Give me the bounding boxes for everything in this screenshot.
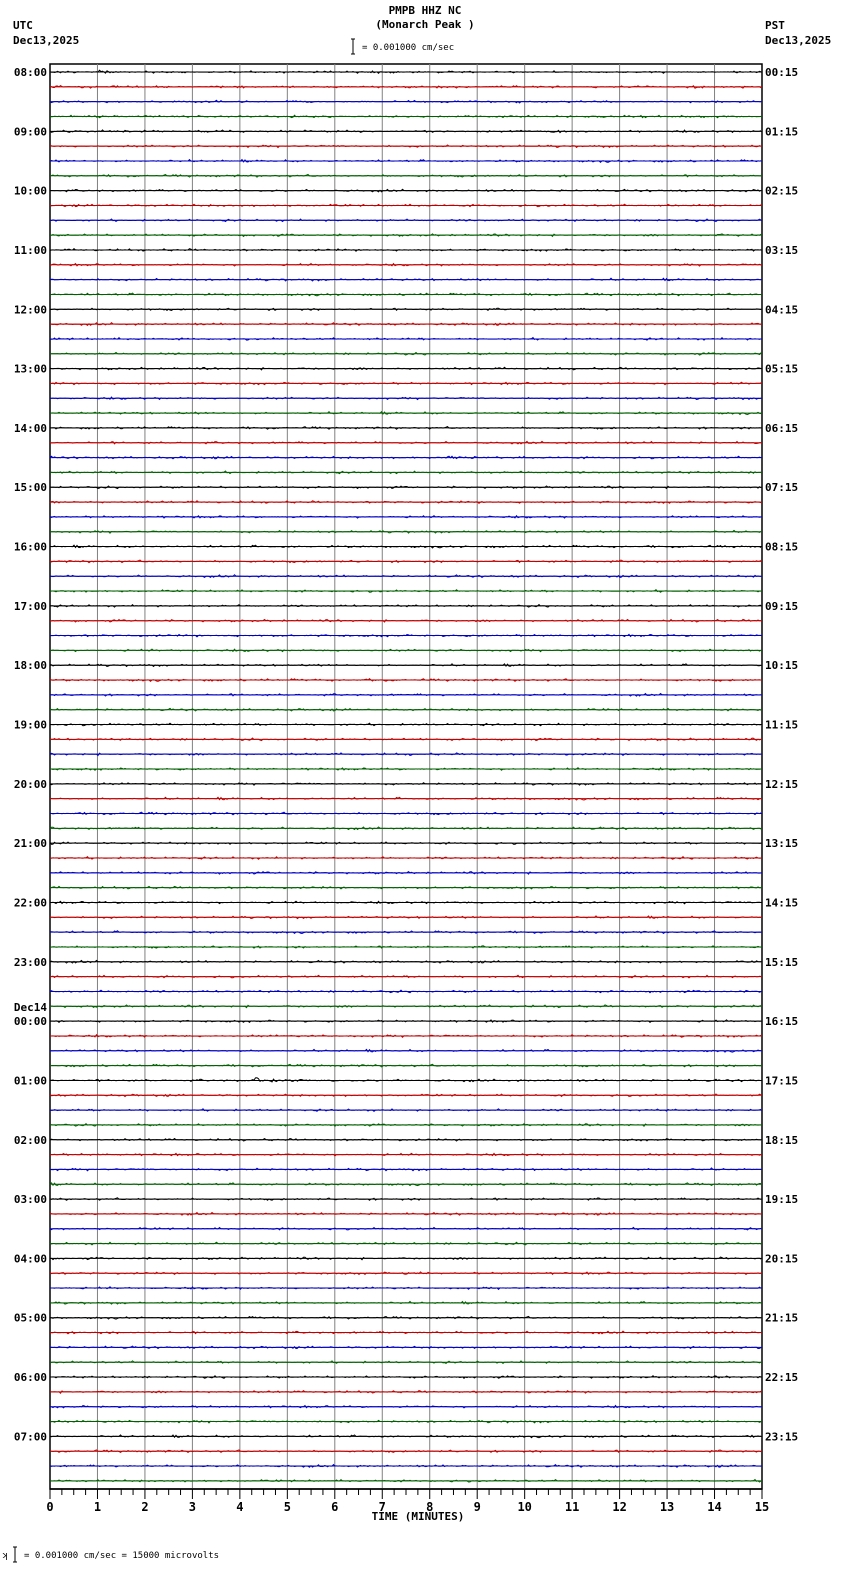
station-location: (Monarch Peak ) — [375, 18, 475, 31]
trace-line — [50, 1078, 761, 1082]
x-tick-label: 7 — [378, 1500, 386, 1514]
pst-hour-label: 04:15 — [765, 303, 799, 317]
trace-line — [50, 619, 761, 622]
pst-hour-label: 21:15 — [765, 1311, 799, 1325]
pst-hour-label: 06:15 — [765, 421, 799, 435]
trace-line — [50, 219, 761, 222]
x-tick-label: 4 — [236, 1500, 244, 1514]
utc-hour-label: 23:00 — [13, 955, 47, 969]
trace-line — [50, 115, 761, 118]
trace-line — [50, 338, 761, 341]
trace-line — [50, 1198, 761, 1201]
trace-line — [50, 723, 761, 726]
x-tick-label: 3 — [188, 1500, 197, 1514]
utc-hour-label: 05:00 — [13, 1311, 47, 1325]
trace-line — [50, 293, 761, 296]
pst-hour-label: 18:15 — [765, 1133, 799, 1147]
right-date: Dec13,2025 — [765, 34, 832, 47]
trace-line — [50, 738, 761, 741]
utc-hour-label: 01:00 — [13, 1074, 47, 1088]
trace-line — [50, 1242, 761, 1245]
trace-line — [50, 264, 761, 267]
trace-line — [50, 175, 761, 178]
x-tick-label: 12 — [612, 1500, 627, 1514]
left-timezone: UTC — [13, 19, 33, 32]
trace-line — [50, 590, 761, 593]
trace-line — [50, 530, 761, 533]
utc-hour-labels — [14, 66, 47, 1443]
pst-hour-label: 10:15 — [765, 659, 799, 673]
trace-line — [50, 857, 761, 860]
x-tick-label: 15 — [754, 1500, 770, 1514]
trace-line — [50, 1168, 761, 1171]
utc-hour-label: 07:00 — [13, 1430, 47, 1444]
trace-line — [50, 872, 761, 875]
x-tick-label: 9 — [473, 1500, 481, 1514]
trace-line — [50, 545, 761, 548]
x-tick-label: 8 — [426, 1500, 434, 1514]
pst-hour-label: 05:15 — [765, 362, 799, 376]
pst-hour-label: 16:15 — [765, 1015, 799, 1029]
right-timezone: PST — [765, 19, 785, 32]
trace-line — [50, 456, 761, 459]
trace-line — [50, 412, 761, 415]
trace-line — [50, 960, 761, 963]
trace-line — [50, 1435, 761, 1438]
trace-line — [50, 1480, 761, 1483]
trace-line — [50, 234, 761, 237]
trace-line — [50, 1406, 761, 1408]
pst-hour-label: 20:15 — [765, 1252, 799, 1266]
trace-line — [50, 1257, 761, 1260]
utc-hour-label: 11:00 — [13, 243, 47, 257]
trace-line — [50, 1450, 761, 1453]
utc-hour-label: 19:00 — [13, 718, 47, 732]
pst-hour-label: 02:15 — [765, 184, 799, 198]
utc-hour-label: 03:00 — [13, 1193, 47, 1207]
trace-line — [50, 1465, 761, 1468]
x-tick-label: 13 — [659, 1500, 675, 1514]
trace-line — [50, 1109, 761, 1112]
trace-line — [50, 664, 761, 667]
trace-line — [50, 100, 761, 103]
trace-line — [50, 560, 761, 563]
pst-hour-label: 00:15 — [765, 66, 799, 79]
pst-hour-label: 11:15 — [765, 718, 799, 732]
trace-line — [50, 516, 761, 518]
utc-hour-label: 00:00 — [13, 1015, 47, 1029]
trace-line — [50, 1005, 761, 1008]
minute-grid — [97, 64, 714, 1489]
x-tick-label: 10 — [517, 1500, 532, 1514]
trace-line — [50, 1153, 761, 1155]
trace-line — [50, 1183, 761, 1186]
pst-hour-label: 08:15 — [765, 540, 799, 554]
utc-date-label: Dec14 — [13, 1001, 47, 1015]
trace-line — [50, 249, 761, 252]
x-tick-label: 6 — [331, 1500, 339, 1514]
utc-hour-label: 18:00 — [13, 659, 47, 673]
trace-line — [50, 441, 761, 444]
trace-line — [50, 1124, 761, 1127]
traces — [50, 70, 762, 1482]
pst-hour-label: 22:15 — [765, 1371, 799, 1385]
pst-hour-label: 17:15 — [765, 1074, 799, 1088]
trace-line — [50, 471, 761, 474]
pst-hour-label: 12:15 — [765, 777, 799, 791]
trace-line — [50, 1049, 761, 1052]
utc-hour-label: 14:00 — [13, 421, 47, 435]
utc-hour-label: 22:00 — [13, 896, 47, 910]
trace-line — [50, 827, 761, 830]
trace-line — [50, 975, 761, 978]
plot-frame — [50, 64, 762, 1489]
utc-hour-label: 08:00 — [13, 66, 47, 79]
utc-hour-label: 17:00 — [13, 599, 47, 613]
trace-line — [50, 130, 761, 133]
trace-line — [50, 1346, 761, 1349]
pst-hour-label: 23:15 — [765, 1430, 799, 1444]
pst-hour-label: 09:15 — [765, 599, 799, 613]
trace-line — [50, 649, 761, 652]
utc-hour-label: 12:00 — [13, 303, 47, 317]
pst-hour-label: 14:15 — [765, 896, 799, 910]
trace-line — [50, 70, 761, 73]
utc-hour-label: 21:00 — [13, 837, 47, 851]
trace-line — [50, 1302, 761, 1305]
trace-line — [50, 427, 761, 430]
utc-hour-label: 16:00 — [13, 540, 47, 554]
pst-hour-label: 03:15 — [765, 243, 799, 257]
x-tick-label: 11 — [564, 1500, 580, 1514]
pst-hour-label: 07:15 — [765, 481, 799, 495]
trace-line — [50, 1316, 761, 1319]
trace-line — [50, 783, 761, 786]
utc-hour-label: 04:00 — [13, 1252, 47, 1266]
utc-hour-label: 20:00 — [13, 777, 47, 791]
pst-hour-labels — [765, 66, 798, 1443]
x-axis-title: TIME (MINUTES) — [371, 1510, 465, 1523]
pst-hour-label: 19:15 — [765, 1193, 799, 1207]
trace-line — [50, 1361, 761, 1364]
utc-hour-label: 13:00 — [13, 362, 47, 376]
footer-prefix: ʞ — [2, 1551, 8, 1561]
x-tick-label: 0 — [46, 1500, 54, 1514]
utc-hour-label: 02:00 — [13, 1133, 47, 1147]
utc-hour-label: 09:00 — [13, 125, 47, 139]
footer-scale-text: = 0.001000 cm/sec = 15000 microvolts — [24, 1551, 220, 1561]
trace-line — [50, 797, 761, 800]
trace-line — [50, 1035, 761, 1038]
x-axis — [46, 1489, 769, 1523]
trace-line — [50, 605, 761, 608]
trace-line — [50, 367, 761, 370]
pst-hour-label: 01:15 — [765, 125, 799, 139]
pst-hour-label: 15:15 — [765, 955, 799, 969]
x-tick-label: 14 — [707, 1500, 722, 1514]
x-tick-label: 5 — [283, 1500, 291, 1514]
utc-hour-label: 10:00 — [13, 184, 47, 198]
trace-line — [50, 1287, 761, 1290]
utc-hour-label: 15:00 — [13, 481, 47, 495]
trace-line — [50, 189, 761, 192]
trace-line — [50, 575, 761, 578]
footer-scale-bar-icon — [11, 1546, 21, 1564]
x-tick-label: 2 — [141, 1500, 149, 1514]
pst-hour-label: 13:15 — [765, 837, 799, 851]
trace-line — [50, 1139, 761, 1142]
header-scale-text: = 0.001000 cm/sec — [362, 43, 455, 53]
trace-line — [50, 1376, 761, 1379]
footer-scale — [2, 1546, 402, 1566]
utc-hour-label: 06:00 — [13, 1371, 47, 1385]
trace-line — [50, 990, 761, 993]
trace-line — [50, 323, 761, 326]
x-tick-label: 1 — [93, 1500, 102, 1514]
trace-line — [50, 708, 761, 711]
left-date: Dec13,2025 — [13, 34, 80, 47]
station-title: PMPB HHZ NC — [388, 4, 462, 17]
